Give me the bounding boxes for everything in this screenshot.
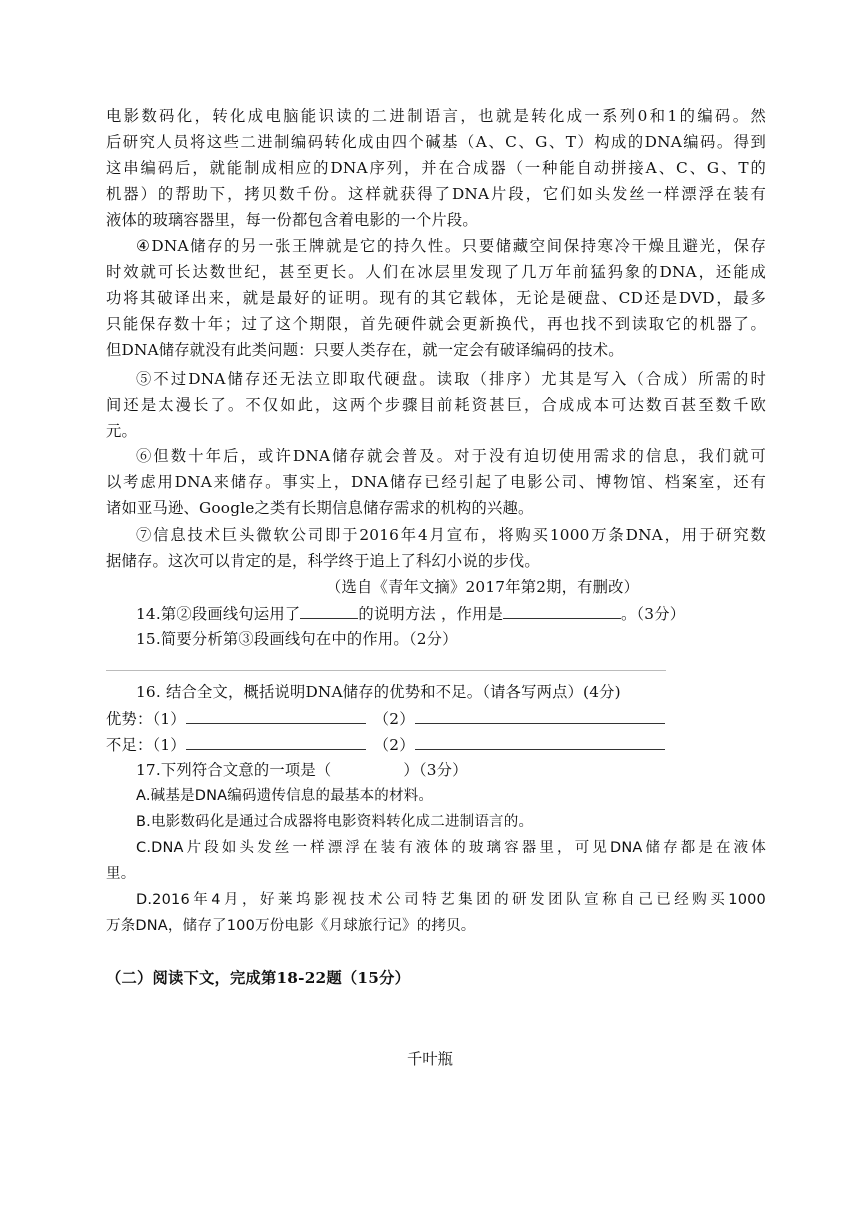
p3-line-3: 这串编码后，就能制成相应的DNA序列，并在合成器（一种能自动拼接A、C、G、T的 — [106, 159, 766, 177]
q16-advantages-row — [106, 705, 766, 732]
p3-line-4: 机器）的帮助下，拷贝数千份。这样就获得了DNA片段，它们如头发丝一样漂浮在装有 — [106, 185, 766, 203]
p5-line-3: 元。 — [106, 422, 137, 440]
p3-line-2: 后研究人员将这些二进制编码转化成由四个碱基（A、C、G、T）构成的DNA编码。得到 — [106, 133, 766, 151]
p4-line-1: ④DNA储存的另一张王牌就是它的持久性。只要储藏空间保持寒冷干燥且避光，保存 — [136, 237, 766, 255]
question-17 — [136, 757, 766, 783]
q14-blank-method[interactable] — [300, 600, 358, 619]
p6-line-3: 诸如亚马逊、Google之类有长期信息储存需求的机构的兴趣。 — [106, 499, 534, 517]
p3-line-5: 液体的玻璃容器里，每一份都包含着电影的一个片段。 — [106, 211, 478, 229]
p3-line-1: 电影数码化，转化成电脑能识读的二进制语言，也就是转化成一系列0和1的编码。然 — [106, 107, 766, 125]
q16-disadvantages-row — [106, 731, 766, 758]
p5-line-1: ⑤不过DNA储存还无法立即取代硬盘。读取（排序）尤其是写入（合成）所需的时 — [136, 370, 766, 388]
p5-line-2: 间还是太漫长了。不仅如此，这两个步骤目前耗资甚巨，合成成本可达数百甚至数千欧 — [106, 396, 766, 414]
question-16: 16. 结合全文，概括说明DNA储存的优势和不足。（请各写两点）(4分) — [136, 683, 621, 701]
advantage-2-blank[interactable] — [415, 705, 665, 724]
advantage-1-blank[interactable] — [186, 705, 366, 724]
disadvantage-1-blank[interactable] — [186, 731, 366, 750]
advantages-label: 优势：（1） — [106, 710, 186, 728]
source-citation: （选自《青年文摘》2017年第2期，有删改） — [326, 578, 640, 596]
option-a: A.碱基是DNA编码遗传信息的最基本的材料。 — [136, 788, 434, 804]
p4-line-4: 只能保存数十年；过了这个期限，首先硬件就会更新换代，再也找不到读取它的机器了。 — [106, 315, 766, 333]
q14-blank-function[interactable] — [503, 600, 621, 619]
q14-text-a: 14.第②段画线句运用了 — [136, 605, 301, 623]
disadvantage-2-blank[interactable] — [415, 731, 665, 750]
p7-line-2: 据储存。这次可以肯定的是，科学终于追上了科幻小说的步伐。 — [106, 552, 540, 570]
p4-line-3: 功将其破译出来，就是最好的证明。现有的其它载体，无论是硬盘、CD还是DVD，最多 — [106, 289, 766, 307]
story-title: 千叶瓶 — [407, 1050, 453, 1068]
p4-line-5: 但DNA储存就没有此类问题：只要人类存在，就一定会有破译编码的技术。 — [106, 341, 624, 359]
disadvantage-2-label: （2） — [373, 736, 415, 754]
option-c-line-2: 里。 — [106, 866, 136, 882]
q15-answer-line[interactable] — [106, 670, 666, 671]
disadvantages-label: 不足：（1） — [106, 736, 186, 754]
p4-line-2: 时效就可长达数世纪，甚至更长。人们在冰层里发现了几万年前猛犸象的DNA，还能成 — [106, 263, 766, 281]
p6-line-2: 以考虑用DNA来储存。事实上，DNA储存已经引起了电影公司、博物馆、档案室，还有 — [106, 473, 766, 491]
section-2-heading: （二）阅读下文，完成第18-22题（15分） — [106, 969, 411, 987]
q14-text-b: 的说明方法 ，作用是 — [358, 605, 503, 623]
question-14 — [136, 600, 766, 627]
p6-line-1: ⑥但数十年后，或许DNA储存就会普及。对于没有迫切使用需求的信息，我们就可 — [136, 447, 766, 465]
question-15: 15.简要分析第③段画线句在中的作用。（2分） — [136, 630, 458, 648]
q14-text-c: 。（3分） — [620, 605, 686, 623]
option-c-line-1: C.DNA片段如头发丝一样漂浮在装有液体的玻璃容器里，可见DNA储存都是在液体 — [136, 840, 766, 856]
advantage-2-label: （2） — [373, 710, 415, 728]
q17-text-b: ）（3分） — [403, 761, 468, 779]
option-d-line-1: D.2016年4月，好莱坞影视技术公司特艺集团的研发团队宣称自己已经购买1000 — [136, 892, 766, 908]
p7-line-1: ⑦信息技术巨头微软公司即于2016年4月宣布，将购买1000万条DNA，用于研究数 — [136, 526, 766, 544]
option-b: B.电影数码化是通过合成器将电影资料转化成二进制语言的。 — [136, 814, 534, 830]
option-d-line-2: 万条DNA，储存了100万份电影《月球旅行记》的拷贝。 — [106, 918, 476, 934]
q17-text-a: 17.下列符合文意的一项是（ — [136, 761, 332, 779]
